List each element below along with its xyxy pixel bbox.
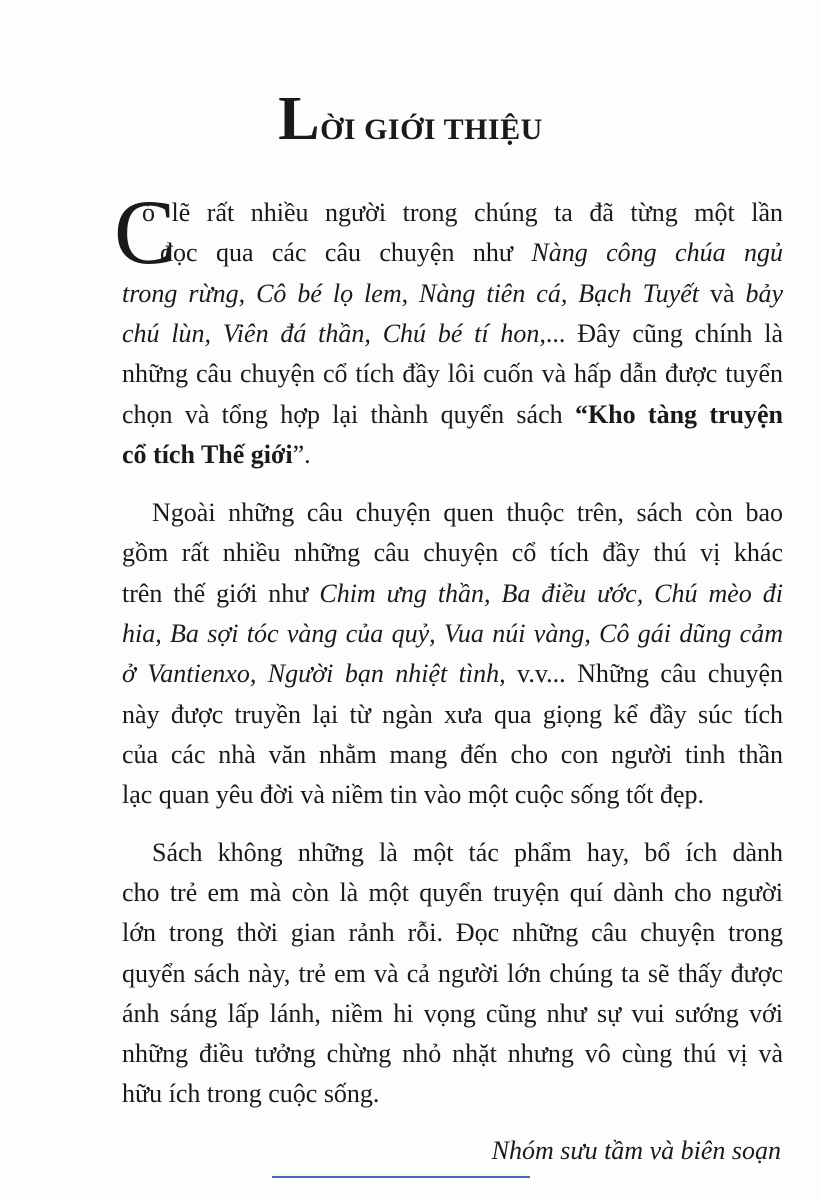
text-segment: và: [699, 278, 746, 308]
decorative-rule: [272, 1176, 530, 1178]
text-segment: những điều tưởng chừng nhỏ nhặt nhưng vô cùng thú vị và: [122, 1039, 783, 1068]
text-line: [122, 918, 783, 948]
text-segment: của các nhà văn nhằm mang đến cho con người tinh thần: [122, 739, 783, 769]
title-initial: L: [278, 85, 321, 153]
text-segment: Chim ưng thần, Ba điều ước, Chú mèo đi: [319, 578, 783, 608]
text-line: [152, 838, 783, 868]
text-segment: lạc quan yêu đời và niềm tin vào một cuộc sống tốt đẹp.: [122, 780, 705, 810]
text-line: [142, 198, 783, 228]
signature: Nhóm sưu tầm và biên soạn: [491, 1136, 781, 1165]
text-segment: Sách không những là một tác phẩm hay, bổ ích dành: [152, 838, 783, 867]
text-segment: lớn trong thời gian rảnh rỗi. Đọc những câu chuyện trong: [122, 918, 783, 948]
text-line: [122, 999, 783, 1029]
text-line: [122, 959, 783, 989]
text-line: [122, 319, 783, 349]
text-line: [122, 619, 783, 649]
page-title: [0, 85, 821, 153]
text-line: [122, 359, 783, 389]
text-segment: Ngoài những câu chuyện quen thuộc trên, sách còn bao: [152, 498, 783, 527]
text-segment: bảy: [745, 278, 783, 308]
text-line: [152, 498, 783, 528]
text-segment: chọn và tổng hợp lại thành quyển sách: [122, 399, 575, 429]
text-line: [122, 400, 783, 430]
text-segment: cổ tích Thế giới: [122, 439, 293, 469]
text-segment: cho trẻ em mà còn là một quyển truyện quí dành cho người: [122, 878, 783, 908]
text-segment: gồm rất nhiều những câu chuyện cổ tích đầy thú vị khác: [122, 538, 783, 568]
text-segment: hia, Ba sợi tóc vàng của quỷ, Vua núi vàng, Cô gái dũng cảm: [122, 618, 783, 648]
text-segment: ánh sáng lấp lánh, niềm hi vọng cũng như sự vui sướng với: [122, 998, 783, 1028]
text-line: [122, 780, 783, 810]
text-segment: này được truyền lại từ ngàn xưa qua giọng kể đầy súc tích: [122, 699, 783, 729]
text-line: [160, 238, 783, 268]
text-segment: trong rừng, Cô bé lọ lem, Nàng tiên cá, Bạch Tuyết: [122, 278, 699, 308]
title-rest: ỜI GIỚI THIỆU: [320, 113, 543, 146]
text-line: [122, 659, 783, 689]
text-segment: chú lùn, Viên đá thần, Chú bé tí hon,: [122, 318, 546, 348]
text-line: [122, 279, 783, 309]
text-segment: quyển sách này, trẻ em và cả người lớn chúng ta sẽ thấy được: [122, 958, 783, 988]
text-segment: đọc qua các câu chuyện như: [160, 238, 532, 268]
text-segment: ”.: [292, 439, 311, 469]
text-line: [122, 700, 783, 730]
text-line: [122, 1039, 783, 1069]
text-line: [122, 1079, 783, 1109]
text-segment: v.v... Những câu chuyện: [505, 659, 783, 689]
text-line: [122, 440, 783, 470]
text-segment: ... Đây cũng chính là: [545, 318, 783, 348]
text-segment: Nàng công chúa ngủ: [531, 238, 783, 268]
text-line: [122, 740, 783, 770]
text-segment: “Kho tàng truyện: [574, 399, 783, 429]
text-line: [122, 538, 783, 568]
text-segment: ở Vantienxo, Người bạn nhiệt tình,: [122, 659, 506, 689]
text-line: [122, 878, 783, 908]
text-segment: ó lẽ rất nhiều người trong chúng ta đã từng một lần: [142, 198, 783, 227]
text-segment: những câu chuyện cổ tích đầy lôi cuốn và hấp dẫn được tuyển: [122, 359, 783, 389]
text-segment: trên thế giới như: [122, 578, 320, 608]
text-line: [122, 579, 783, 609]
drop-cap: C: [114, 181, 176, 283]
text-segment: hữu ích trong cuộc sống.: [122, 1079, 380, 1109]
